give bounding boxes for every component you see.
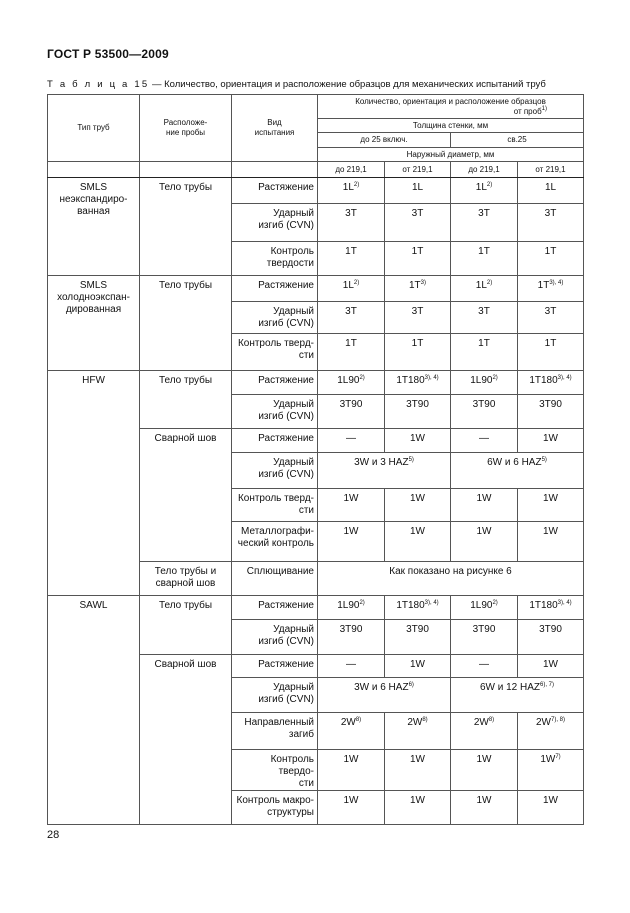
value-cell: 1L — [385, 178, 451, 204]
test-cell: Контроль тверд- сти — [232, 334, 318, 371]
footnote-ref: 8) — [355, 717, 362, 723]
value-cell: 3T — [385, 302, 451, 334]
value-cell: 1W — [385, 429, 451, 453]
test-cell: Сплющивание — [232, 562, 318, 596]
value-cell: 1W — [518, 489, 584, 522]
footnote-ref: 2) — [492, 375, 498, 381]
value-text: 3W и 6 HAZ — [354, 682, 409, 693]
test-cell: Ударный изгиб (CVN) — [232, 395, 318, 429]
value-cell: 1W — [518, 655, 584, 678]
value-cell: 3T — [451, 302, 518, 334]
value-text: 1L90 — [470, 375, 493, 386]
value-cell: 3T — [318, 204, 385, 242]
table-body — [48, 178, 584, 825]
head-wall-gt25: св.25 — [451, 133, 584, 148]
value-text: 1T180 — [396, 600, 425, 611]
value-text: 1L90 — [337, 375, 360, 386]
value-cell — [451, 596, 518, 620]
position-cell: Тело трубы и сварной шов — [140, 562, 232, 596]
test-cell: Растяжение — [232, 371, 318, 395]
head-empty — [48, 162, 140, 178]
test-cell: Контроль твердо- сти — [232, 750, 318, 791]
value-cell: 3T90 — [385, 620, 451, 655]
value-cell: 3T90 — [318, 395, 385, 429]
head-diameter-2: от 219,1 — [385, 162, 451, 178]
head-wall-thickness: Толщина стенки, мм — [318, 119, 584, 133]
value-cell: 1W — [451, 791, 518, 825]
value-cell: — — [318, 429, 385, 453]
head-wall-le25: до 25 включ. — [318, 133, 451, 148]
value-cell: — — [451, 655, 518, 678]
footnote-ref: 3) — [420, 280, 426, 286]
value-text: 6W и 12 HAZ — [479, 682, 541, 693]
value-cell: 1W — [318, 791, 385, 825]
value-cell — [518, 276, 584, 302]
head-outer-diameter: Наружный диаметр, мм — [318, 148, 584, 162]
value-cell: 3T90 — [385, 395, 451, 429]
value-cell — [518, 596, 584, 620]
footnote-ref: 2) — [353, 280, 360, 286]
head-diameter-1: до 219,1 — [318, 162, 385, 178]
value-text: 1L90 — [470, 600, 493, 611]
value-cell: 3T — [451, 204, 518, 242]
value-cell: 1W — [385, 489, 451, 522]
head-diameter-4: от 219,1 — [518, 162, 584, 178]
position-cell: Сварной шов — [140, 429, 232, 562]
footnote-ref: 1) — [541, 105, 548, 112]
specimen-table — [47, 94, 584, 825]
value-cell: 1T — [451, 242, 518, 276]
pipe-type-cell: SAWL — [48, 596, 140, 825]
value-cell: 3T — [518, 302, 584, 334]
value-cell: 1L — [518, 178, 584, 204]
value-text: 1T180 — [529, 600, 558, 611]
footnote-ref: 5) — [541, 457, 547, 463]
pipe-type-cell: HFW — [48, 371, 140, 596]
test-cell: Ударный изгиб (CVN) — [232, 678, 318, 713]
footnote-ref: 6), 7) — [540, 682, 555, 688]
head-quantity-line2 — [318, 107, 583, 117]
value-cell: 1W — [385, 522, 451, 562]
value-cell — [318, 276, 385, 302]
test-cell: Ударный изгиб (CVN) — [232, 620, 318, 655]
value-text: 2W — [536, 717, 551, 728]
pipe-type-cell: SMLS холодноэкспан- дированная — [48, 276, 140, 371]
value-text: 1W — [540, 754, 556, 765]
footnote-ref: 8) — [488, 717, 495, 723]
value-cell: 1W — [518, 429, 584, 453]
value-text: 2W — [340, 717, 356, 728]
footnote-ref: 5) — [408, 457, 414, 463]
value-text: 1T — [408, 280, 421, 291]
page-number: 28 — [47, 829, 60, 841]
head-empty — [140, 162, 232, 178]
value-text: 1L — [342, 182, 354, 193]
footnote-ref: 3), 4) — [424, 375, 439, 381]
value-cell — [518, 713, 584, 750]
value-cell — [318, 596, 385, 620]
value-cell: 1W — [451, 750, 518, 791]
test-cell: Контроль тверд- сти — [232, 489, 318, 522]
value-cell — [518, 750, 584, 791]
value-cell: 1W — [318, 750, 385, 791]
value-cell — [385, 371, 451, 395]
document-header: ГОСТ Р 53500—2009 — [47, 47, 169, 61]
value-cell: 3T90 — [518, 395, 584, 429]
test-cell: Направленный загиб — [232, 713, 318, 750]
value-cell — [318, 453, 451, 489]
value-cell: 1T — [518, 242, 584, 276]
value-cell: Как показано на рисунке 6 — [318, 562, 584, 596]
value-cell: — — [318, 655, 385, 678]
value-cell: 1T — [385, 242, 451, 276]
footnote-ref: 2) — [486, 182, 493, 188]
value-cell — [451, 713, 518, 750]
value-cell: 1W — [385, 791, 451, 825]
value-cell: 1T — [451, 334, 518, 371]
value-cell — [451, 453, 584, 489]
test-cell: Ударный изгиб (CVN) — [232, 204, 318, 242]
test-cell: Ударный изгиб (CVN) — [232, 302, 318, 334]
value-cell — [385, 596, 451, 620]
value-cell: 1W — [518, 791, 584, 825]
value-cell: 1T — [318, 334, 385, 371]
footnote-ref: 3), 4) — [557, 375, 572, 381]
footnote-ref: 3), 4) — [557, 600, 572, 606]
value-text: 6W и 6 HAZ — [487, 457, 542, 468]
pipe-type-cell: SMLS неэкспандиро- ванная — [48, 178, 140, 276]
value-cell: 3T — [385, 204, 451, 242]
footnote-ref: 2) — [353, 182, 360, 188]
head-quantity — [318, 95, 584, 119]
value-cell — [318, 713, 385, 750]
test-cell: Растяжение — [232, 178, 318, 204]
value-cell: 1W — [451, 489, 518, 522]
value-cell: 1W — [518, 522, 584, 562]
footnote-ref: 2) — [359, 375, 365, 381]
value-cell — [451, 178, 518, 204]
value-cell: 3T — [318, 302, 385, 334]
head-position: Расположе- ние пробы — [140, 95, 232, 162]
value-text: 1L — [475, 280, 487, 291]
position-cell: Тело трубы — [140, 276, 232, 371]
value-text: 1L90 — [337, 600, 360, 611]
value-cell: 1W — [318, 522, 385, 562]
footnote-ref: 7), 8) — [551, 717, 566, 723]
test-cell: Контроль макро- структуры — [232, 791, 318, 825]
head-quantity-from: от проб — [513, 106, 542, 116]
value-text: 2W — [407, 717, 423, 728]
footnote-ref: 7) — [555, 754, 561, 760]
value-cell — [385, 713, 451, 750]
test-cell: Растяжение — [232, 596, 318, 620]
value-text: 1L — [342, 280, 354, 291]
test-cell: Растяжение — [232, 429, 318, 453]
footnote-ref: 6) — [408, 682, 414, 688]
value-cell — [385, 276, 451, 302]
value-cell: 1W — [318, 489, 385, 522]
value-text: 1L — [475, 182, 487, 193]
value-cell — [318, 678, 451, 713]
value-cell — [451, 276, 518, 302]
head-test-type: Вид испытания — [232, 95, 318, 162]
test-cell: Растяжение — [232, 276, 318, 302]
value-cell: 1T — [318, 242, 385, 276]
test-cell: Растяжение — [232, 655, 318, 678]
value-cell: — — [451, 429, 518, 453]
value-cell — [318, 371, 385, 395]
value-cell: 1W — [385, 750, 451, 791]
value-text: 1T — [537, 280, 550, 291]
value-cell: 3T90 — [518, 620, 584, 655]
value-cell: 1W — [385, 655, 451, 678]
value-cell — [318, 178, 385, 204]
value-cell: 1T — [518, 334, 584, 371]
table-caption-text: — Количество, ориентация и расположение образцов для механических испытаний труб — [152, 79, 546, 90]
value-cell: 3T90 — [451, 620, 518, 655]
value-text: 3W и 3 HAZ — [354, 457, 409, 468]
value-cell: 3T90 — [451, 395, 518, 429]
value-cell: 1W — [451, 522, 518, 562]
table-caption-label: Т а б л и ц а 15 — [47, 79, 150, 90]
test-cell: Металлографи- ческий контроль — [232, 522, 318, 562]
value-cell: 1T — [385, 334, 451, 371]
head-pipe-type: Тип труб — [48, 95, 140, 162]
footnote-ref: 2) — [486, 280, 493, 286]
value-cell — [518, 371, 584, 395]
value-text: 2W — [473, 717, 489, 728]
footnote-ref: 3), 4) — [549, 280, 564, 286]
position-cell: Тело трубы — [140, 371, 232, 429]
footnote-ref: 8) — [422, 717, 428, 723]
footnote-ref: 2) — [492, 600, 498, 606]
footnote-ref: 3), 4) — [424, 600, 439, 606]
test-cell: Ударный изгиб (CVN) — [232, 453, 318, 489]
value-cell — [451, 678, 584, 713]
table-head — [48, 95, 584, 178]
position-cell: Тело трубы — [140, 596, 232, 655]
head-empty — [232, 162, 318, 178]
footnote-ref: 2) — [359, 600, 365, 606]
table-caption — [47, 79, 587, 90]
value-cell: 3T — [518, 204, 584, 242]
value-cell: 3T90 — [318, 620, 385, 655]
position-cell: Тело трубы — [140, 178, 232, 276]
test-cell: Контроль твердости — [232, 242, 318, 276]
value-text: 1T180 — [396, 375, 425, 386]
position-cell: Сварной шов — [140, 655, 232, 825]
value-text: 1T180 — [529, 375, 558, 386]
value-cell — [451, 371, 518, 395]
head-quantity-line1: Количество, ориентация и расположение образцов — [355, 96, 546, 106]
head-diameter-3: до 219,1 — [451, 162, 518, 178]
